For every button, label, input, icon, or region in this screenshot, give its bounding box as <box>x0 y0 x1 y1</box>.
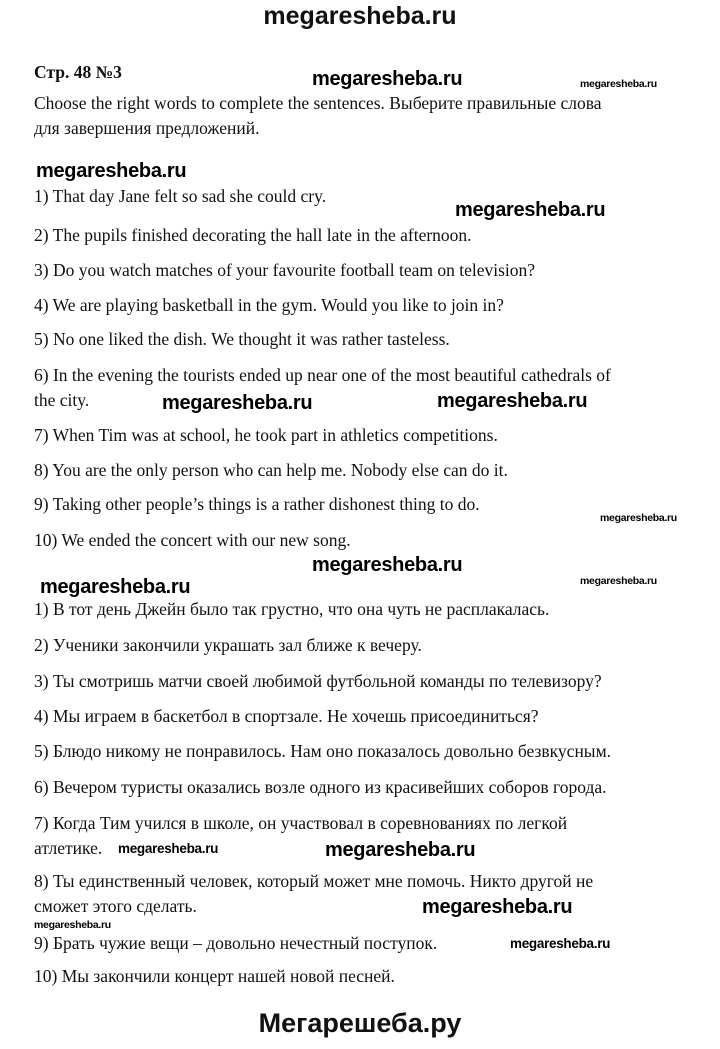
russian-sentence: 9) Брать чужие вещи – довольно нечестный поступок. <box>34 933 438 953</box>
russian-sentence: 1) В тот день Джейн было так грустно, что она чуть не расплакалась. <box>34 599 550 619</box>
site-footer: Мегарешеба.ру <box>258 1008 462 1038</box>
watermark: megaresheba.ru <box>34 919 111 931</box>
site-header: megaresheba.ru <box>263 2 457 30</box>
russian-sentence: атлетике. <box>34 838 103 858</box>
page-title: Стр. 48 №3 <box>34 62 122 82</box>
watermark: megaresheba.ru <box>325 839 476 861</box>
english-sentence: 9) Taking other people’s things is a rather dishonest thing to do. <box>34 494 480 514</box>
english-sentence: 5) No one liked the dish. We thought it was rather tasteless. <box>34 329 450 349</box>
english-sentence: 8) You are the only person who can help me. Nobody else can do it. <box>34 460 508 480</box>
russian-sentence: 5) Блюдо никому не понравилось. Нам оно показалось довольно безвкусным. <box>34 741 612 761</box>
russian-sentence: 8) Ты единственный человек, который может мне помочь. Никто другой не <box>34 871 594 891</box>
watermark: megaresheba.ru <box>580 78 657 90</box>
instruction-line: Choose the right words to complete the sentences. Выберите правильные слова <box>34 93 602 113</box>
watermark: megaresheba.ru <box>162 392 313 414</box>
english-sentence: the city. <box>34 390 90 410</box>
instruction-line: для завершения предложений. <box>34 118 260 138</box>
watermark: megaresheba.ru <box>437 390 588 412</box>
english-sentence: 1) That day Jane felt so sad she could cry. <box>34 186 327 206</box>
english-sentence: 6) In the evening the tourists ended up near one of the most beautiful cathedrals of <box>34 365 611 385</box>
russian-sentence: 2) Ученики закончили украшать зал ближе к вечеру. <box>34 635 422 655</box>
watermark: megaresheba.ru <box>600 512 677 524</box>
english-sentence: 10) We ended the concert with our new song. <box>34 530 351 550</box>
russian-sentence: 7) Когда Тим учился в школе, он участвовал в соревнованиях по легкой <box>34 813 568 833</box>
english-sentence: 2) The pupils finished decorating the hall late in the afternoon. <box>34 225 472 245</box>
watermark: megaresheba.ru <box>312 554 463 576</box>
watermark: megaresheba.ru <box>580 575 657 587</box>
russian-sentence: сможет этого сделать. <box>34 896 197 916</box>
english-sentence: 7) When Tim was at school, he took part in athletics competitions. <box>34 425 498 445</box>
russian-sentence: 10) Мы закончили концерт нашей новой песней. <box>34 966 395 986</box>
watermark: megaresheba.ru <box>455 199 606 221</box>
watermark: megaresheba.ru <box>510 936 611 951</box>
watermark: megaresheba.ru <box>422 896 573 918</box>
watermark: megaresheba.ru <box>312 68 463 90</box>
watermark: megaresheba.ru <box>118 841 219 856</box>
watermark: megaresheba.ru <box>40 576 191 598</box>
russian-sentence: 6) Вечером туристы оказались возле одного из красивейших соборов города. <box>34 777 607 797</box>
russian-sentence: 3) Ты смотришь матчи своей любимой футбольной команды по телевизору? <box>34 671 602 691</box>
english-sentence: 4) We are playing basketball in the gym. Would you like to join in? <box>34 295 504 315</box>
english-sentence: 3) Do you watch matches of your favourite football team on television? <box>34 260 536 280</box>
russian-sentence: 4) Мы играем в баскетбол в спортзале. Не хочешь присоединиться? <box>34 706 539 726</box>
watermark: megaresheba.ru <box>36 160 187 182</box>
